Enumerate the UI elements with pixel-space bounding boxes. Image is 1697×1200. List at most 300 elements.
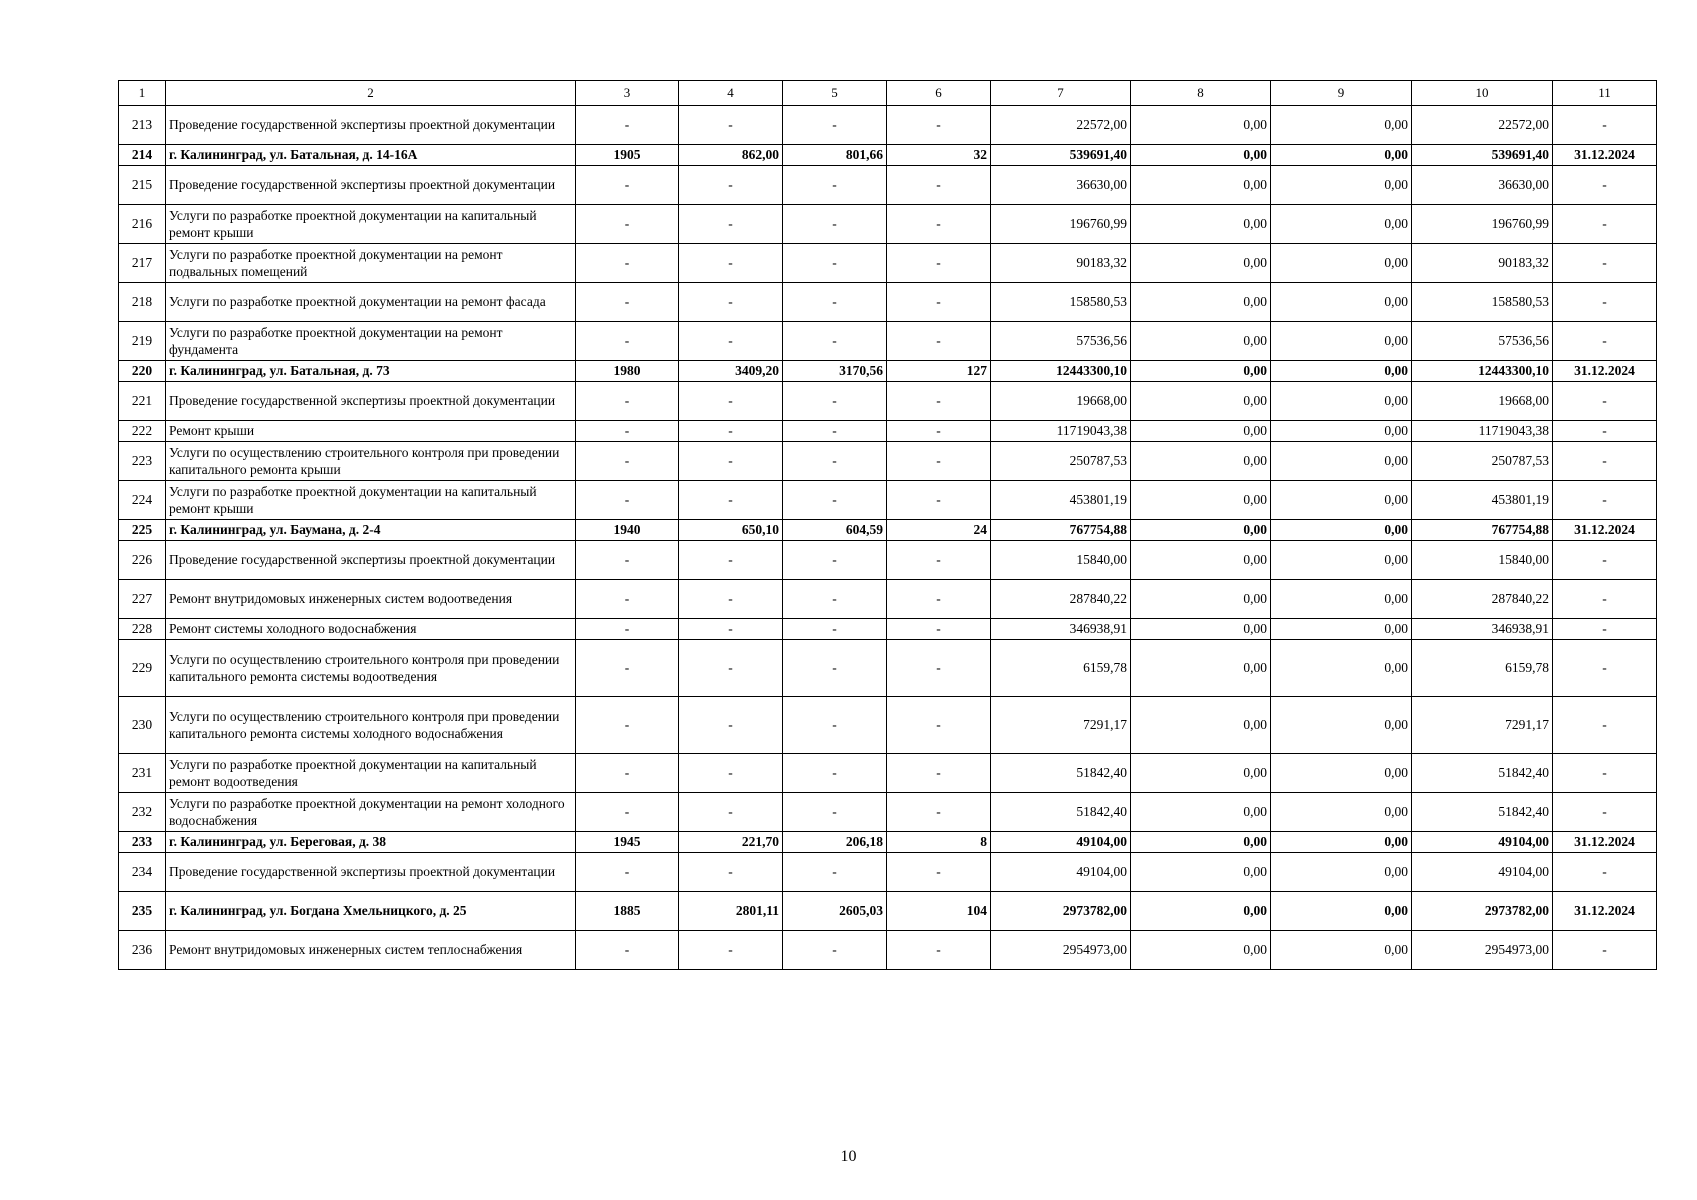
cell-col6: -: [887, 106, 991, 145]
cell-col6: 32: [887, 145, 991, 166]
cell-col5: -: [783, 640, 887, 697]
address-row: [119, 892, 1657, 931]
cell-col9: 0,00: [1271, 580, 1412, 619]
work-item-row: [119, 481, 1657, 520]
work-item-row: [119, 754, 1657, 793]
cell-col3: -: [576, 382, 679, 421]
cell-col5: -: [783, 421, 887, 442]
cell-col5: 604,59: [783, 520, 887, 541]
cell-col11: -: [1553, 382, 1657, 421]
column-header: 3: [576, 81, 679, 106]
cell-col6: -: [887, 322, 991, 361]
cell-col8: 0,00: [1131, 541, 1271, 580]
cell-col6: -: [887, 793, 991, 832]
cell-col7: 11719043,38: [991, 421, 1131, 442]
cell-col11: -: [1553, 793, 1657, 832]
cell-col4: -: [679, 205, 783, 244]
row-number: 218: [119, 283, 166, 322]
work-item-row: [119, 931, 1657, 970]
cell-col8: 0,00: [1131, 832, 1271, 853]
row-number: 219: [119, 322, 166, 361]
cell-col9: 0,00: [1271, 166, 1412, 205]
row-number: 221: [119, 382, 166, 421]
column-header: 5: [783, 81, 887, 106]
cell-col3: -: [576, 754, 679, 793]
cell-col9: 0,00: [1271, 853, 1412, 892]
row-number: 231: [119, 754, 166, 793]
item-description: Услуги по осуществлению строительного контроля при проведении капитального ремонта системы холодного водоснабжения: [166, 697, 576, 754]
cell-col3: 1905: [576, 145, 679, 166]
item-description: Услуги по разработке проектной документации на ремонт фундамента: [166, 322, 576, 361]
cell-col3: -: [576, 322, 679, 361]
work-item-row: [119, 322, 1657, 361]
address-row: [119, 145, 1657, 166]
cell-col9: 0,00: [1271, 205, 1412, 244]
column-header: 7: [991, 81, 1131, 106]
cell-col6: -: [887, 421, 991, 442]
cell-col5: -: [783, 442, 887, 481]
cell-col5: -: [783, 754, 887, 793]
cell-col10: 7291,17: [1412, 697, 1553, 754]
cell-col5: -: [783, 931, 887, 970]
cell-col10: 539691,40: [1412, 145, 1553, 166]
cell-col10: 158580,53: [1412, 283, 1553, 322]
cell-col6: -: [887, 481, 991, 520]
cell-col10: 2973782,00: [1412, 892, 1553, 931]
cell-col4: -: [679, 754, 783, 793]
cell-col4: 221,70: [679, 832, 783, 853]
cell-col11: 31.12.2024: [1553, 361, 1657, 382]
cell-col7: 12443300,10: [991, 361, 1131, 382]
cell-col9: 0,00: [1271, 697, 1412, 754]
work-item-row: [119, 244, 1657, 283]
cell-col6: -: [887, 283, 991, 322]
cell-col10: 22572,00: [1412, 106, 1553, 145]
work-item-row: [119, 382, 1657, 421]
row-number: 220: [119, 361, 166, 382]
item-description: Ремонт внутридомовых инженерных систем водоотведения: [166, 580, 576, 619]
item-description: Проведение государственной экспертизы проектной документации: [166, 853, 576, 892]
work-item-row: [119, 283, 1657, 322]
cell-col11: -: [1553, 619, 1657, 640]
cell-col11: -: [1553, 283, 1657, 322]
cell-col11: -: [1553, 481, 1657, 520]
work-item-row: [119, 619, 1657, 640]
cell-col10: 196760,99: [1412, 205, 1553, 244]
cell-col9: 0,00: [1271, 361, 1412, 382]
cell-col10: 15840,00: [1412, 541, 1553, 580]
row-number: 230: [119, 697, 166, 754]
item-description: Услуги по разработке проектной документации на капитальный ремонт водоотведения: [166, 754, 576, 793]
cell-col7: 346938,91: [991, 619, 1131, 640]
item-description: Проведение государственной экспертизы проектной документации: [166, 541, 576, 580]
cell-col3: -: [576, 442, 679, 481]
cell-col11: -: [1553, 421, 1657, 442]
cell-col10: 49104,00: [1412, 853, 1553, 892]
cell-col8: 0,00: [1131, 442, 1271, 481]
cell-col3: -: [576, 166, 679, 205]
item-description: Услуги по осуществлению строительного контроля при проведении капитального ремонта системы водоотведения: [166, 640, 576, 697]
cell-col3: -: [576, 481, 679, 520]
cell-col11: -: [1553, 754, 1657, 793]
cell-col9: 0,00: [1271, 106, 1412, 145]
cell-col8: 0,00: [1131, 244, 1271, 283]
cell-col10: 12443300,10: [1412, 361, 1553, 382]
cell-col11: -: [1553, 442, 1657, 481]
item-description: Услуги по разработке проектной документации на ремонт холодного водоснабжения: [166, 793, 576, 832]
cell-col4: -: [679, 322, 783, 361]
cell-col6: -: [887, 541, 991, 580]
row-number: 223: [119, 442, 166, 481]
cell-col6: 24: [887, 520, 991, 541]
cell-col8: 0,00: [1131, 322, 1271, 361]
cell-col9: 0,00: [1271, 931, 1412, 970]
cell-col5: 3170,56: [783, 361, 887, 382]
address-row: [119, 361, 1657, 382]
cell-col7: 158580,53: [991, 283, 1131, 322]
cell-col4: -: [679, 853, 783, 892]
cell-col7: 767754,88: [991, 520, 1131, 541]
cell-col5: -: [783, 205, 887, 244]
work-item-row: [119, 106, 1657, 145]
cell-col9: 0,00: [1271, 793, 1412, 832]
cell-col4: 2801,11: [679, 892, 783, 931]
cell-col10: 19668,00: [1412, 382, 1553, 421]
cell-col7: 36630,00: [991, 166, 1131, 205]
column-header: 6: [887, 81, 991, 106]
cell-col10: 51842,40: [1412, 754, 1553, 793]
cell-col9: 0,00: [1271, 322, 1412, 361]
item-description: Проведение государственной экспертизы проектной документации: [166, 166, 576, 205]
cell-col3: 1980: [576, 361, 679, 382]
cell-col10: 250787,53: [1412, 442, 1553, 481]
cell-col8: 0,00: [1131, 106, 1271, 145]
cell-col5: -: [783, 619, 887, 640]
cell-col6: -: [887, 580, 991, 619]
cell-col6: -: [887, 442, 991, 481]
cell-col3: -: [576, 580, 679, 619]
cell-col10: 90183,32: [1412, 244, 1553, 283]
cell-col8: 0,00: [1131, 421, 1271, 442]
item-description: Услуги по разработке проектной документации на капитальный ремонт крыши: [166, 481, 576, 520]
cell-col8: 0,00: [1131, 382, 1271, 421]
cell-col3: -: [576, 106, 679, 145]
cell-col10: 36630,00: [1412, 166, 1553, 205]
cell-col8: 0,00: [1131, 754, 1271, 793]
cell-col9: 0,00: [1271, 481, 1412, 520]
cell-col4: -: [679, 697, 783, 754]
cell-col11: 31.12.2024: [1553, 892, 1657, 931]
row-number: 225: [119, 520, 166, 541]
cell-col10: 51842,40: [1412, 793, 1553, 832]
cell-col4: 650,10: [679, 520, 783, 541]
cell-col4: -: [679, 244, 783, 283]
cell-col5: 801,66: [783, 145, 887, 166]
row-number: 228: [119, 619, 166, 640]
cell-col8: 0,00: [1131, 892, 1271, 931]
item-description: Ремонт внутридомовых инженерных систем теплоснабжения: [166, 931, 576, 970]
row-number: 226: [119, 541, 166, 580]
cell-col8: 0,00: [1131, 205, 1271, 244]
item-description: Ремонт системы холодного водоснабжения: [166, 619, 576, 640]
cell-col6: -: [887, 754, 991, 793]
cell-col4: -: [679, 619, 783, 640]
cell-col10: 767754,88: [1412, 520, 1553, 541]
cell-col7: 539691,40: [991, 145, 1131, 166]
cell-col3: -: [576, 283, 679, 322]
cell-col9: 0,00: [1271, 640, 1412, 697]
row-number: 233: [119, 832, 166, 853]
cell-col7: 49104,00: [991, 832, 1131, 853]
cell-col9: 0,00: [1271, 421, 1412, 442]
cell-col5: -: [783, 481, 887, 520]
cell-col8: 0,00: [1131, 697, 1271, 754]
cell-col7: 51842,40: [991, 754, 1131, 793]
cell-col10: 346938,91: [1412, 619, 1553, 640]
address-row: [119, 520, 1657, 541]
cell-col4: -: [679, 442, 783, 481]
cell-col6: -: [887, 205, 991, 244]
row-number: 227: [119, 580, 166, 619]
cell-col7: 22572,00: [991, 106, 1131, 145]
cell-col6: 127: [887, 361, 991, 382]
cell-col5: -: [783, 382, 887, 421]
row-number: 234: [119, 853, 166, 892]
cell-col6: -: [887, 619, 991, 640]
cell-col8: 0,00: [1131, 481, 1271, 520]
cell-col7: 51842,40: [991, 793, 1131, 832]
cell-col7: 287840,22: [991, 580, 1131, 619]
cell-col5: -: [783, 853, 887, 892]
cell-col11: -: [1553, 697, 1657, 754]
cell-col8: 0,00: [1131, 793, 1271, 832]
row-number: 222: [119, 421, 166, 442]
row-number: 216: [119, 205, 166, 244]
cell-col4: 3409,20: [679, 361, 783, 382]
cell-col11: -: [1553, 541, 1657, 580]
cell-col7: 90183,32: [991, 244, 1131, 283]
cell-col10: 2954973,00: [1412, 931, 1553, 970]
cell-col5: -: [783, 580, 887, 619]
cell-col9: 0,00: [1271, 619, 1412, 640]
item-description: г. Калининград, ул. Батальная, д. 73: [166, 361, 576, 382]
cell-col9: 0,00: [1271, 283, 1412, 322]
cell-col10: 57536,56: [1412, 322, 1553, 361]
cell-col8: 0,00: [1131, 640, 1271, 697]
work-item-row: [119, 853, 1657, 892]
cell-col3: -: [576, 421, 679, 442]
cell-col9: 0,00: [1271, 244, 1412, 283]
cell-col6: -: [887, 640, 991, 697]
cell-col3: -: [576, 205, 679, 244]
repair-plan-table: [118, 80, 1657, 970]
cell-col5: -: [783, 322, 887, 361]
cell-col8: 0,00: [1131, 931, 1271, 970]
cell-col11: 31.12.2024: [1553, 520, 1657, 541]
cell-col4: -: [679, 541, 783, 580]
cell-col9: 0,00: [1271, 145, 1412, 166]
cell-col5: -: [783, 541, 887, 580]
cell-col7: 2973782,00: [991, 892, 1131, 931]
cell-col10: 11719043,38: [1412, 421, 1553, 442]
cell-col6: -: [887, 166, 991, 205]
cell-col6: 8: [887, 832, 991, 853]
cell-col6: -: [887, 931, 991, 970]
cell-col7: 453801,19: [991, 481, 1131, 520]
cell-col4: -: [679, 283, 783, 322]
cell-col10: 287840,22: [1412, 580, 1553, 619]
cell-col9: 0,00: [1271, 754, 1412, 793]
cell-col7: 15840,00: [991, 541, 1131, 580]
cell-col4: -: [679, 481, 783, 520]
item-description: г. Калининград, ул. Батальная, д. 14-16А: [166, 145, 576, 166]
cell-col8: 0,00: [1131, 145, 1271, 166]
work-item-row: [119, 640, 1657, 697]
cell-col7: 2954973,00: [991, 931, 1131, 970]
cell-col6: -: [887, 382, 991, 421]
cell-col7: 49104,00: [991, 853, 1131, 892]
page-number: 10: [840, 1148, 857, 1165]
cell-col7: 19668,00: [991, 382, 1131, 421]
cell-col8: 0,00: [1131, 361, 1271, 382]
cell-col3: 1945: [576, 832, 679, 853]
cell-col3: -: [576, 853, 679, 892]
cell-col8: 0,00: [1131, 520, 1271, 541]
item-description: Ремонт крыши: [166, 421, 576, 442]
cell-col11: -: [1553, 853, 1657, 892]
cell-col4: -: [679, 640, 783, 697]
cell-col7: 6159,78: [991, 640, 1131, 697]
item-description: г. Калининград, ул. Баумана, д. 2-4: [166, 520, 576, 541]
row-number: 213: [119, 106, 166, 145]
cell-col11: -: [1553, 166, 1657, 205]
cell-col3: -: [576, 697, 679, 754]
row-number: 236: [119, 931, 166, 970]
cell-col10: 453801,19: [1412, 481, 1553, 520]
cell-col5: -: [783, 697, 887, 754]
column-header: 11: [1553, 81, 1657, 106]
cell-col5: 2605,03: [783, 892, 887, 931]
cell-col7: 250787,53: [991, 442, 1131, 481]
cell-col8: 0,00: [1131, 166, 1271, 205]
row-number: 217: [119, 244, 166, 283]
cell-col8: 0,00: [1131, 619, 1271, 640]
item-description: г. Калининград, ул. Береговая, д. 38: [166, 832, 576, 853]
cell-col3: -: [576, 619, 679, 640]
row-number: 215: [119, 166, 166, 205]
cell-col6: -: [887, 697, 991, 754]
cell-col3: -: [576, 541, 679, 580]
cell-col11: -: [1553, 244, 1657, 283]
column-number-row: [119, 81, 1657, 106]
cell-col5: -: [783, 106, 887, 145]
cell-col11: -: [1553, 205, 1657, 244]
item-description: Проведение государственной экспертизы проектной документации: [166, 382, 576, 421]
cell-col10: 6159,78: [1412, 640, 1553, 697]
work-item-row: [119, 421, 1657, 442]
cell-col9: 0,00: [1271, 832, 1412, 853]
cell-col11: -: [1553, 106, 1657, 145]
work-item-row: [119, 205, 1657, 244]
column-header: 10: [1412, 81, 1553, 106]
cell-col4: -: [679, 382, 783, 421]
row-number: 229: [119, 640, 166, 697]
cell-col7: 7291,17: [991, 697, 1131, 754]
cell-col5: -: [783, 793, 887, 832]
item-description: Проведение государственной экспертизы проектной документации: [166, 106, 576, 145]
work-item-row: [119, 541, 1657, 580]
cell-col3: 1885: [576, 892, 679, 931]
row-number: 232: [119, 793, 166, 832]
table-body: [119, 106, 1657, 970]
cell-col4: -: [679, 793, 783, 832]
item-description: Услуги по осуществлению строительного контроля при проведении капитального ремонта крыши: [166, 442, 576, 481]
cell-col9: 0,00: [1271, 442, 1412, 481]
row-number: 224: [119, 481, 166, 520]
cell-col4: -: [679, 931, 783, 970]
address-row: [119, 832, 1657, 853]
cell-col11: -: [1553, 322, 1657, 361]
cell-col9: 0,00: [1271, 382, 1412, 421]
cell-col10: 49104,00: [1412, 832, 1553, 853]
cell-col5: 206,18: [783, 832, 887, 853]
cell-col9: 0,00: [1271, 541, 1412, 580]
column-header: 4: [679, 81, 783, 106]
cell-col3: -: [576, 640, 679, 697]
work-item-row: [119, 442, 1657, 481]
cell-col7: 57536,56: [991, 322, 1131, 361]
cell-col11: 31.12.2024: [1553, 832, 1657, 853]
work-item-row: [119, 793, 1657, 832]
cell-col4: -: [679, 421, 783, 442]
cell-col8: 0,00: [1131, 853, 1271, 892]
cell-col8: 0,00: [1131, 580, 1271, 619]
column-header: 8: [1131, 81, 1271, 106]
cell-col4: -: [679, 580, 783, 619]
cell-col6: 104: [887, 892, 991, 931]
cell-col4: -: [679, 166, 783, 205]
item-description: Услуги по разработке проектной документации на капитальный ремонт крыши: [166, 205, 576, 244]
row-number: 235: [119, 892, 166, 931]
cell-col9: 0,00: [1271, 892, 1412, 931]
cell-col7: 196760,99: [991, 205, 1131, 244]
item-description: Услуги по разработке проектной документации на ремонт фасада: [166, 283, 576, 322]
row-number: 214: [119, 145, 166, 166]
cell-col4: -: [679, 106, 783, 145]
cell-col11: -: [1553, 931, 1657, 970]
cell-col3: -: [576, 931, 679, 970]
work-item-row: [119, 166, 1657, 205]
cell-col8: 0,00: [1131, 283, 1271, 322]
item-description: г. Калининград, ул. Богдана Хмельницкого, д. 25: [166, 892, 576, 931]
column-header: 9: [1271, 81, 1412, 106]
cell-col4: 862,00: [679, 145, 783, 166]
cell-col5: -: [783, 166, 887, 205]
cell-col3: -: [576, 793, 679, 832]
work-item-row: [119, 580, 1657, 619]
cell-col11: -: [1553, 640, 1657, 697]
cell-col6: -: [887, 244, 991, 283]
cell-col5: -: [783, 283, 887, 322]
cell-col3: 1940: [576, 520, 679, 541]
cell-col5: -: [783, 244, 887, 283]
cell-col11: 31.12.2024: [1553, 145, 1657, 166]
column-header: 1: [119, 81, 166, 106]
cell-col11: -: [1553, 580, 1657, 619]
cell-col9: 0,00: [1271, 520, 1412, 541]
cell-col3: -: [576, 244, 679, 283]
column-header: 2: [166, 81, 576, 106]
